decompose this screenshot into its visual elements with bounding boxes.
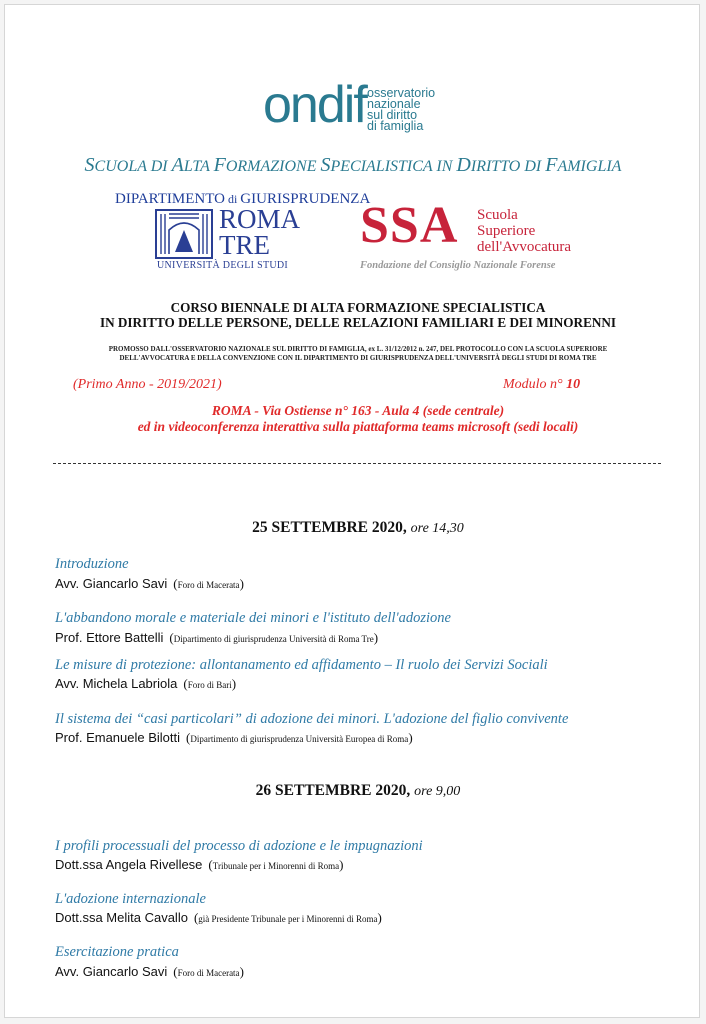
session-speaker: Avv. Giancarlo Savi( Foro di Macerata ) <box>55 576 244 592</box>
ssa-name: Scuola Superiore dell'Avvocatura <box>477 207 572 255</box>
session-topic: Le misure di protezione: allontanamento ed affidamento – Il ruolo dei Servizi Sociali <box>55 657 548 673</box>
speaker-affiliation: ( Foro di Macerata ) <box>173 968 244 978</box>
course-year: (Primo Anno - 2019/2021) <box>73 377 222 392</box>
session-speaker: Avv. Michela Labriola( Foro di Bari ) <box>55 676 236 692</box>
roma-tre-wordmark: ROMA TRE <box>219 204 301 260</box>
speaker-affiliation: ( Foro di Macerata ) <box>173 580 244 590</box>
ondif-logo: ondif <box>263 76 366 134</box>
session-topic: I profili processuali del processo di adozione e le impugnazioni <box>55 838 423 854</box>
session-topic: Il sistema dei “casi particolari” di adozione dei minori. L'adozione del figlio convivente <box>55 711 569 727</box>
session-speaker: Dott.ssa Melita Cavallo( già Presidente Tribunale per i Minorenni di Roma ) <box>55 910 382 926</box>
roma-tre-department-label: DIPARTIMENTO di GIURISPRUDENZA <box>115 191 371 207</box>
roma-tre-emblem-icon <box>155 208 213 260</box>
ssa-foundation-label: Fondazione del Consiglio Nazionale Forense <box>360 260 556 271</box>
session-speaker: Dott.ssa Angela Rivellese( Tribunale per i Minorenni di Roma ) <box>55 857 344 873</box>
session-speaker: Prof. Emanuele Bilotti( Dipartimento di giurisprudenza Università Europea di Roma ) <box>55 730 413 746</box>
roma-tre-university-label: UNIVERSITÀ DEGLI STUDI <box>157 260 289 271</box>
day-heading: 26 SETTEMBRE 2020, ore 9,00 <box>255 782 461 799</box>
speaker-affiliation: ( Dipartimento di giurisprudenza Università Europea di Roma ) <box>186 734 413 744</box>
dashed-divider <box>53 463 661 464</box>
session-topic: Introduzione <box>55 556 129 572</box>
speaker-affiliation: ( Dipartimento di giurisprudenza Università di Roma Tre ) <box>169 634 378 644</box>
session-speaker: Prof. Ettore Battelli( Dipartimento di giurisprudenza Università di Roma Tre ) <box>55 630 378 646</box>
session-topic: L'adozione internazionale <box>55 891 206 907</box>
module-number: Modulo n° 10 <box>503 377 581 392</box>
document-page <box>4 4 700 1018</box>
venue-info: ROMA - Via Ostiense n° 163 - Aula 4 (sede centrale) ed in videoconferenza interattiva sulla piattaforma teams microsoft (sedi locali) <box>137 403 579 434</box>
session-topic: L'abbandono morale e materiale dei minori e l'istituto dell'adozione <box>55 610 451 626</box>
speaker-affiliation: ( Tribunale per i Minorenni di Roma ) <box>208 861 343 871</box>
day-heading: 25 SETTEMBRE 2020, ore 14,30 <box>252 519 464 536</box>
ondif-tagline: osservatorio nazionale sul diritto di famiglia <box>367 86 436 133</box>
speaker-affiliation: ( Foro di Bari ) <box>183 680 236 690</box>
school-title: SCUOLA DI ALTA FORMAZIONE SPECIALISTICA IN DIRITTO DI FAMIGLIA <box>84 154 622 176</box>
ssa-logo: SSA <box>360 197 459 254</box>
session-topic: Esercitazione pratica <box>55 944 179 960</box>
course-title: CORSO BIENNALE DI ALTA FORMAZIONE SPECIALISTICA IN DIRITTO DELLE PERSONE, DELLE RELAZIONI FAMILIARI E DEI MINORENNI <box>99 300 617 330</box>
speaker-affiliation: ( già Presidente Tribunale per i Minorenni di Roma ) <box>194 914 382 924</box>
session-speaker: Avv. Giancarlo Savi( Foro di Macerata ) <box>55 964 244 980</box>
course-promoter-note: PROMOSSO DALL'OSSERVATORIO NAZIONALE SUL DIRITTO DI FAMIGLIA, ex L. 31/12/2012 n. 247, DEL PROTOCOLLO CON LA SCUOLA SUPERIORE DELL'AVVOCATURA E DELLA CONVENZIONE CON IL DIPARTIMENTO DI GIURISPRUDENZA DELL'UNIVERSITÀ DEGLI STUDI DI ROMA TRE <box>108 345 608 362</box>
